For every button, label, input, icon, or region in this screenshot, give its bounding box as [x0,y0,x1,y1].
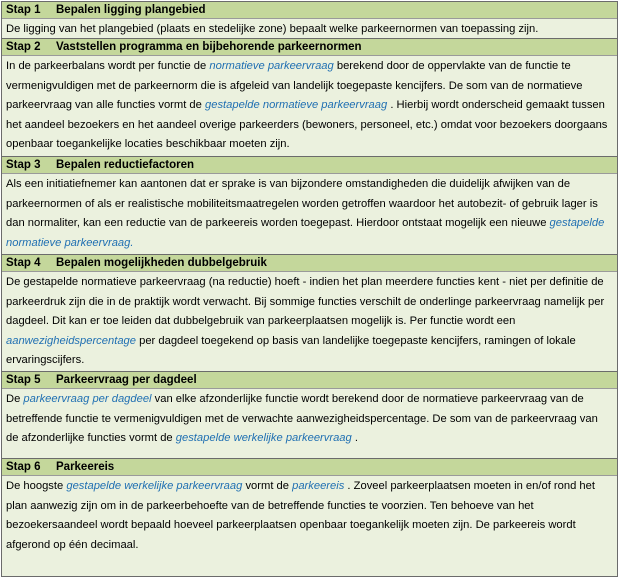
text-segment: De [6,393,24,405]
term-highlight: normatieve parkeervraag [209,60,334,72]
step-5 [2,371,617,458]
step-description [2,19,617,40]
step-title: Vaststellen programma en bijbehorende parkeernormen [56,41,362,53]
term-highlight: gestapelde normatieve parkeervraag [205,99,388,112]
step-description [2,476,617,576]
step-header [2,255,617,272]
step-header [2,2,617,19]
term-highlight: aanwezigheidspercentage [6,334,136,347]
text-segment: De ligging van het plangebied (plaats en stedelijke zone) bepaalt welke parkeernormen van toepassing zijn. [6,23,539,35]
text-segment: . Hierbij wordt onderscheid gemaakt tussen het aandeel bezoekers en het aandeel overige parkeerders (bewoners, personeel, etc.) omdat voor bezoekers doorgaans openbaar toegankelijke locaties beschikbaar moeten zijn. [6,99,608,151]
step-description [2,56,617,156]
text-segment: van elke afzonderlijke functie wordt berekend door de normatieve parkeervraag van de betreffende functie te vermenigvuldigen met de verwachte aanwezigheidspercentage. De som van de parkeervraag van de afzonderlijke functies vormt de [6,393,598,445]
step-number: Stap 6 [6,461,41,473]
text-segment: De hoogste [6,480,67,492]
term-highlight: gestapelde werkelijke parkeervraag [66,480,243,492]
step-6 [2,458,617,576]
step-description [2,389,617,458]
term-highlight: gestapelde werkelijke parkeervraag [175,432,352,445]
step-title: Bepalen reductiefactoren [56,159,195,171]
step-3 [2,156,617,254]
step-number: Stap 3 [6,159,41,171]
text-segment: Als een initiatiefnemer kan aantonen dat er sprake is van bijzondere omstandigheden die duidelijk afwijken van de parkeernormen of als er realistische mobiliteitsmaatregelen worden getroffen waardoor het autobezit- of gebruik lager is dan normaliter, kan een reductie van de parkeereis worden toegepast. Hierdoor ontstaat mogelijk een nieuwe [6,178,598,230]
text-segment: . Zoveel parkeerplaatsen moeten in en/of rond het plan aanwezig zijn om in de parkeerbehoefte van de betreffende functies te voorzien. Ten behoeve van het bezoekersaandeel wordt bepaald hoeveel parkeerplaatsen openbaar toegankelijk moeten zijn. De parkeereis wordt afgerond op één decimaal. [6,480,595,551]
step-1 [2,2,617,38]
step-number: Stap 2 [6,41,41,53]
term-highlight: gestapelde normatieve parkeervraag. [6,217,605,249]
term-highlight: parkeereis [292,480,345,492]
step-description [2,174,617,254]
text-segment: De gestapelde normatieve parkeervraag (na reductie) hoeft - indien het plan meerdere functies kent - niet per definitie de parkeerdruk zijn die in de praktijk wordt verwacht. Bij sommige functies verschilt de onderlinge parkeervraag namelijk per dagdeel. Dit kan er toe leiden dat dubbelgebruik van parkeerplaatsen mogelijk is. Per functie wordt een [6,276,605,328]
step-number: Stap 1 [6,4,41,16]
text-segment: . [351,432,358,445]
parking-steps-table [1,1,618,577]
step-2 [2,38,617,156]
step-title: Bepalen ligging plangebied [56,4,206,16]
step-title: Bepalen mogelijkheden dubbelgebruik [56,257,267,269]
step-title: Parkeereis [56,461,115,473]
step-header [2,39,617,56]
step-4 [2,254,617,371]
text-segment: berekend door de oppervlakte van de functie te vermenigvuldigen met de parkeernorm die is afgeleid van landelijk toegepaste kencijfers. De som van de normatieve parkeervraag van alle functies vormt de [6,60,583,112]
step-number: Stap 4 [6,257,41,269]
step-number: Stap 5 [6,374,41,386]
step-header [2,157,617,174]
step-title: Parkeervraag per dagdeel [56,374,197,386]
term-highlight: parkeervraag per dagdeel [23,393,152,405]
text-segment: In de parkeerbalans wordt per functie de [6,60,210,72]
text-segment: per dagdeel toegekend op basis van landelijke toegepaste kencijfers, ramingen of lokale ervaringscijfers. [6,334,576,367]
step-description [2,272,617,371]
text-segment: vormt de [242,480,293,492]
step-header [2,372,617,389]
step-header [2,459,617,476]
